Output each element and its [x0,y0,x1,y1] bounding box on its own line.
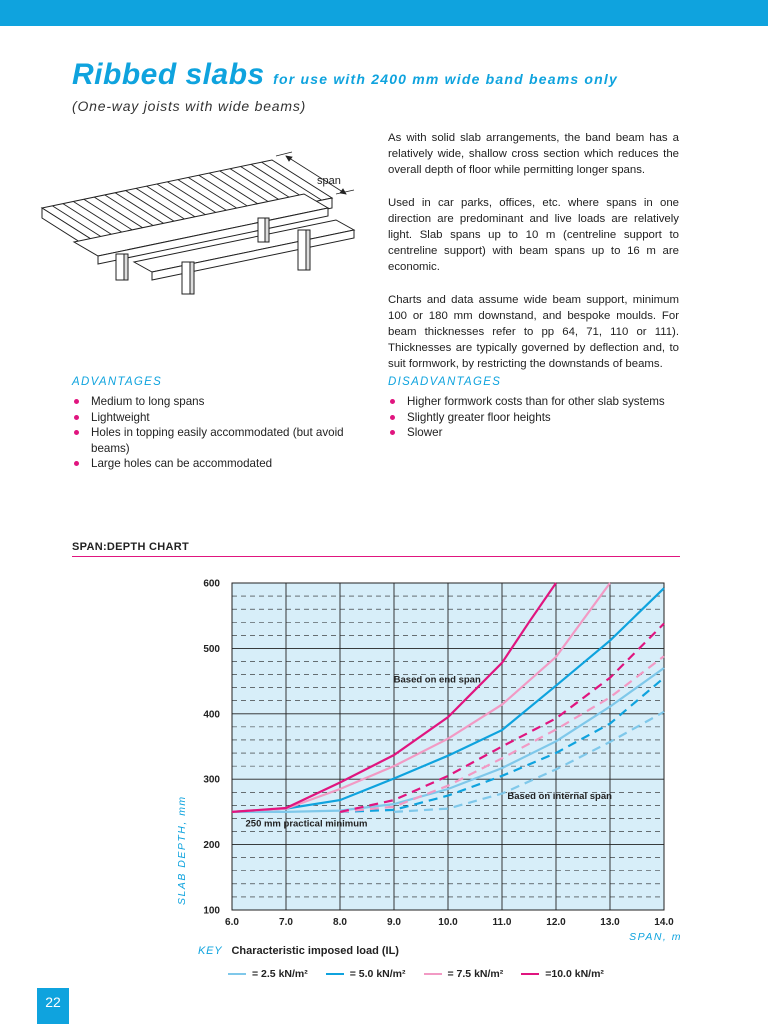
legend-swatch [228,973,246,975]
x-tick-label: 12.0 [546,917,566,928]
list-item: Medium to long spans [72,394,372,410]
legend [228,966,622,982]
x-tick-label: 14.0 [654,917,674,928]
annotation-internal-span: Based on internal span [507,790,612,802]
legend-item [326,968,406,980]
disadvantages-list [388,394,680,441]
x-tick-label: 6.0 [225,917,239,928]
list-item: Slower [388,425,680,441]
legend-swatch [326,973,344,975]
x-tick-label: 11.0 [492,917,512,928]
key-title: Characteristic imposed load (IL) [231,945,399,957]
x-tick-label: 13.0 [600,917,620,928]
y-tick-label: 500 [203,643,220,655]
y-tick-label: 400 [203,709,220,721]
legend-label: = 7.5 kN/m² [447,968,504,980]
annotation-practical-minimum: 250 mm practical minimum [245,818,368,830]
description-paragraph-1: As with solid slab arrangements, the band beam has a relatively wide, shallow cross section which reduces the overall depth of floor while permitting longer spans. [388,132,679,177]
x-tick-label: 8.0 [333,917,347,928]
y-tick-label: 300 [203,774,220,786]
legend-item [228,968,308,980]
page-number: 22 [37,988,69,1024]
x-tick-label: 10.0 [438,917,458,928]
list-item: Higher formwork costs than for other slab systems [388,394,680,410]
list-item: Large holes can be accommodated [72,456,372,472]
legend-label: =10.0 kN/m² [545,968,604,980]
list-item: Lightweight [72,410,372,426]
legend-label: = 2.5 kN/m² [252,968,308,980]
x-tick-label: 9.0 [387,917,401,928]
title-main: Ribbed slabs [72,58,265,91]
description [388,130,679,389]
y-axis-label: SLAB DEPTH, mm [176,795,188,905]
ribbed-slab-illustration [36,150,366,310]
legend-item [424,968,504,980]
header-bar [0,0,768,26]
y-tick-label: 100 [203,905,220,917]
legend-swatch [521,973,539,975]
page-subtitle: (One-way joists with wide beams) [72,98,307,114]
advantages-title: ADVANTAGES [72,376,163,388]
key-label: KEY [198,945,223,957]
description-paragraph-3: Charts and data assume wide beam support, minimum 100 or 180 mm downstand, and bespoke moulds. For beam thicknesses refer to pp 64, 71, 110 or 111). Thicknesses are typically governed by deflection and, to suit formwork, by restricting the downstands of beams. [388,293,679,371]
key [198,945,399,957]
span-depth-chart [0,565,768,965]
chart-title: SPAN:DEPTH CHART [72,541,190,553]
chart-divider [72,556,680,557]
legend-label: = 5.0 kN/m² [349,968,406,980]
x-tick-label: 7.0 [279,917,293,928]
description-paragraph-2: Used in car parks, offices, etc. where spans in one direction are predominant and live loads are relatively light. Slab spans up to 10 m (centreline support to centreline support) with beam spans up to 16 m are economic. [388,196,679,274]
list-item: Holes in topping easily accommodated (but avoid beams) [72,425,372,456]
span-label: span [317,175,341,187]
disadvantages-title: DISADVANTAGES [388,376,502,388]
advantages-list [72,394,372,472]
legend-item [521,968,604,980]
y-tick-label: 600 [203,578,220,590]
y-tick-label: 200 [203,840,220,852]
page-title [72,58,618,92]
list-item: Slightly greater floor heights [388,410,680,426]
annotation-end-span: Based on end span [393,674,481,686]
legend-swatch [424,973,442,975]
x-axis-label: SPAN, m [629,931,682,943]
title-subheading: for use with 2400 mm wide band beams only [273,71,619,87]
